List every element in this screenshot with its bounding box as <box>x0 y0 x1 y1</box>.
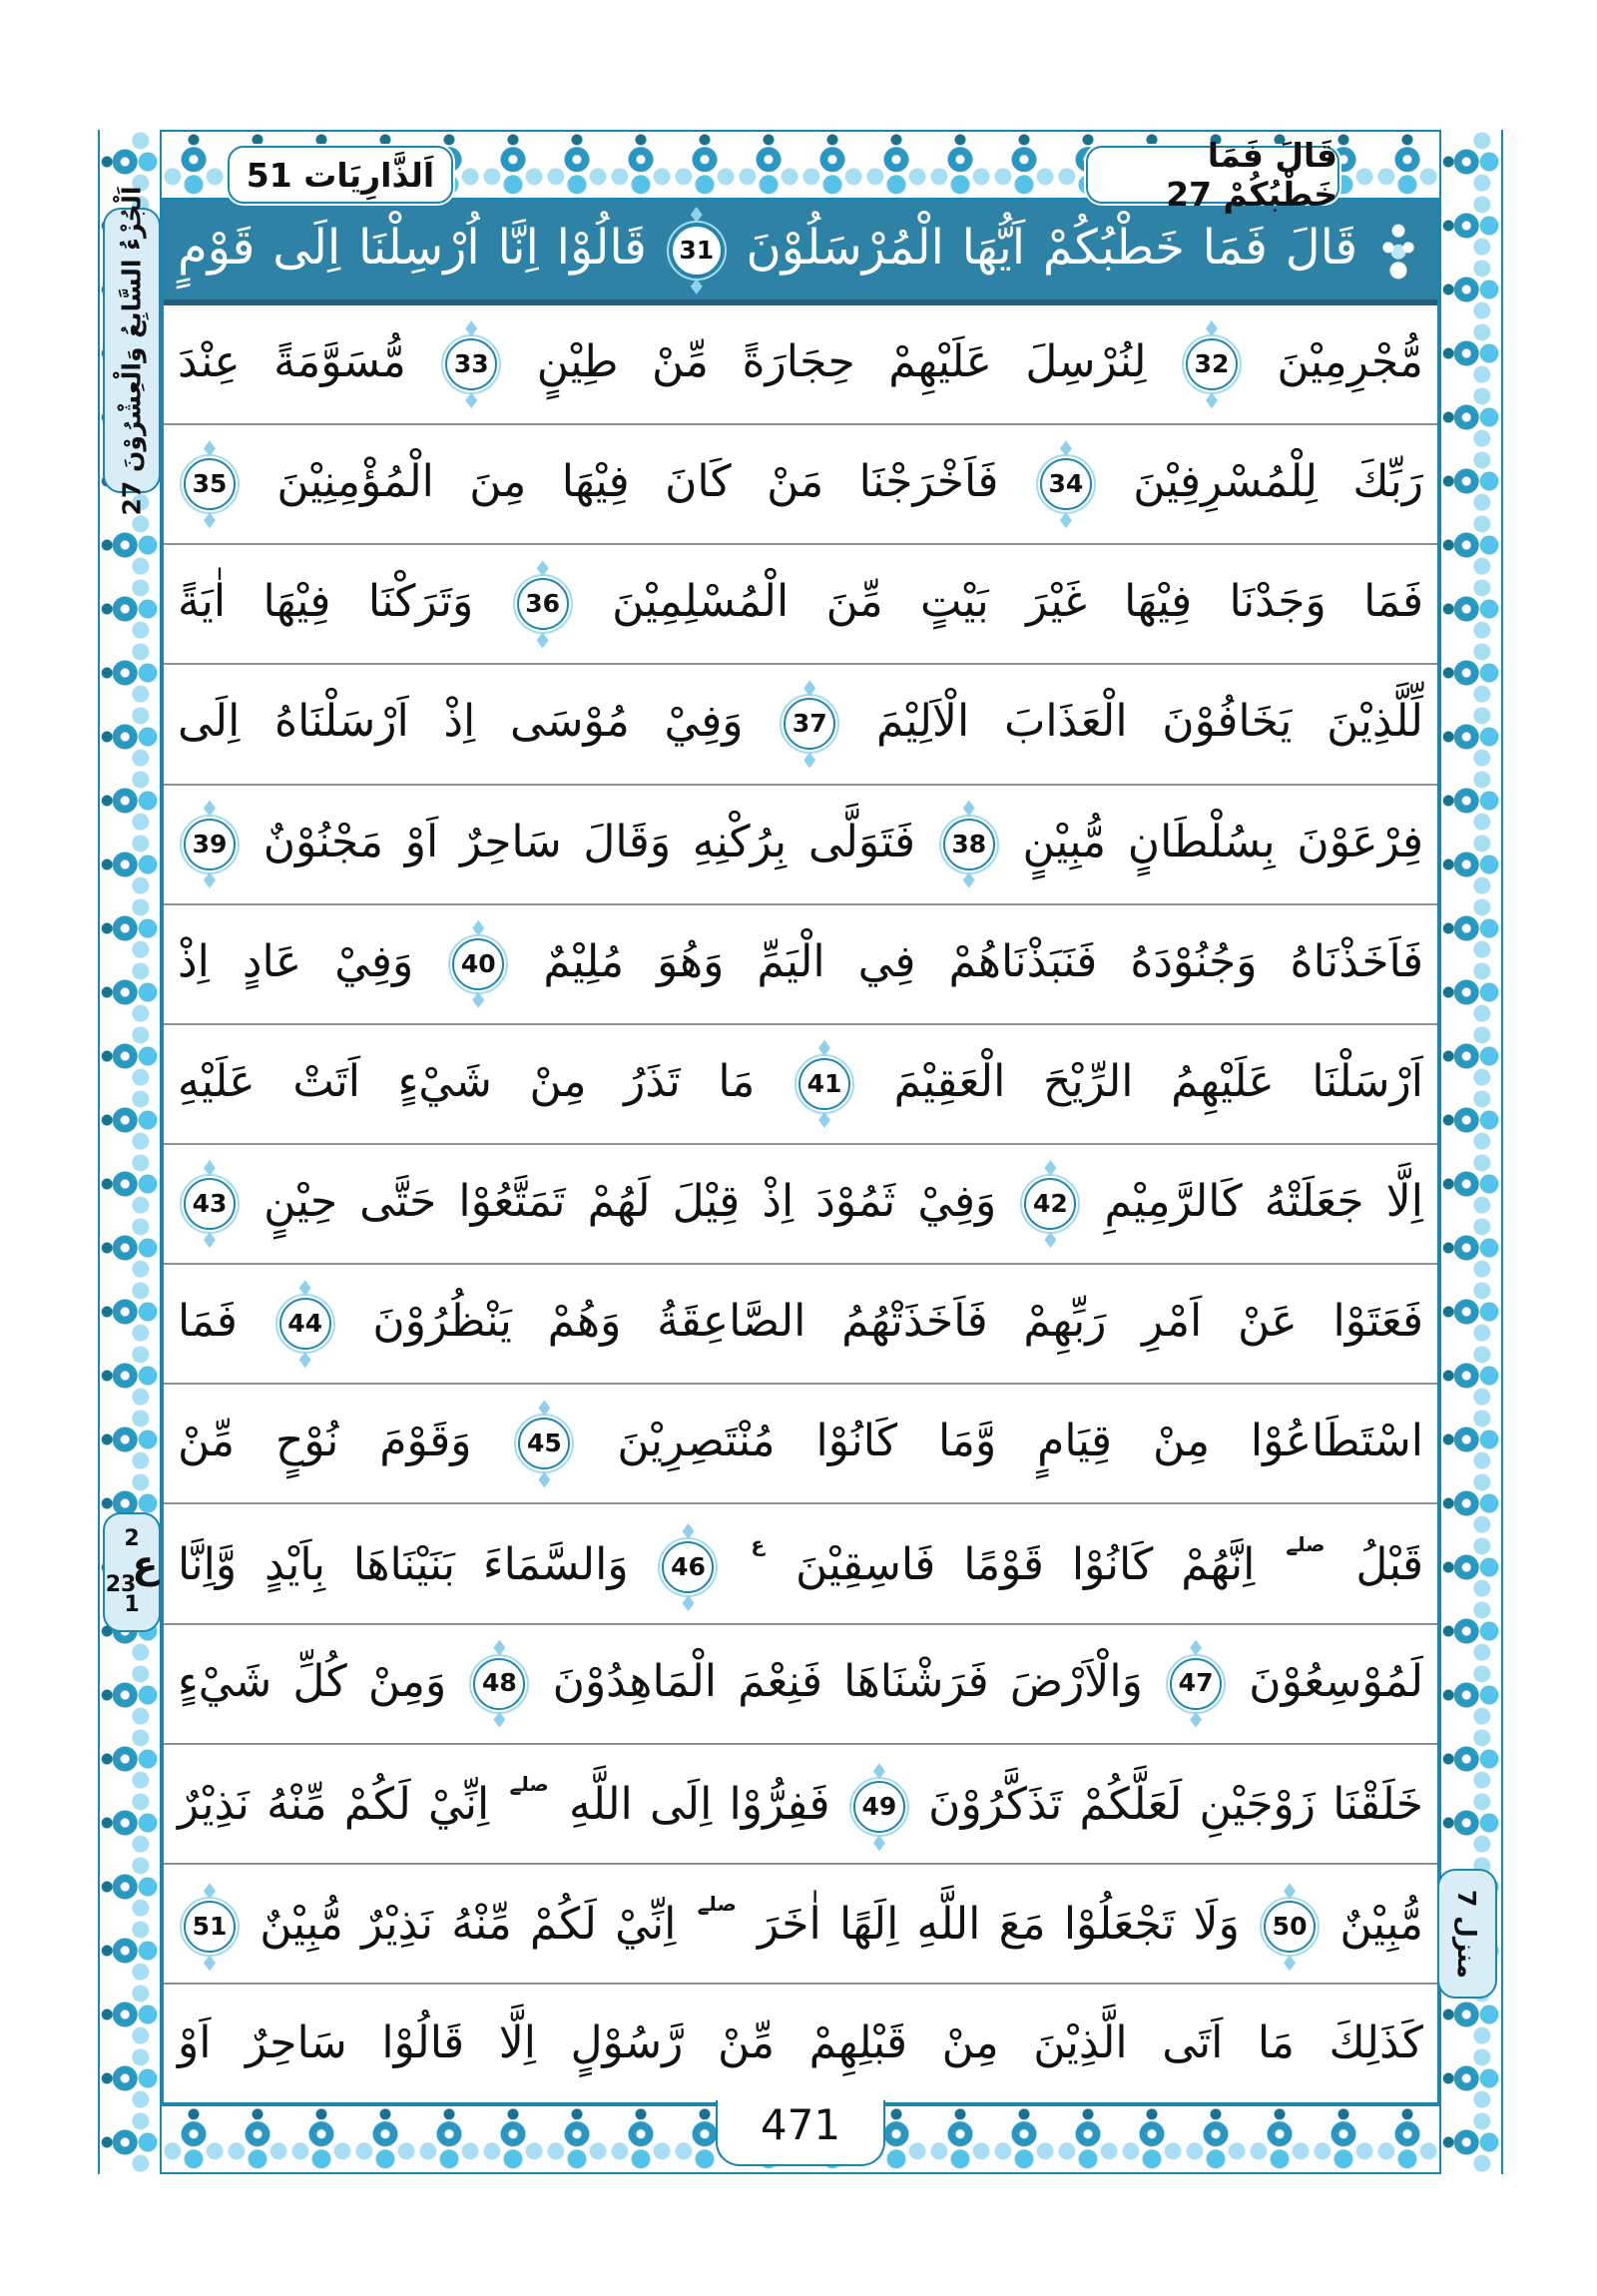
ayah-text: فِرْعَوْنَ بِسُلْطَانٍ مُّبِيْنٍ <box>1022 816 1423 867</box>
quran-line-13 <box>164 1625 1437 1745</box>
verse-number-41: 41 <box>798 1058 850 1110</box>
ayah-text: وَتَرَكْنَا فِيْهَا اٰيَةً <box>178 576 474 628</box>
quran-line-11 <box>164 1385 1437 1504</box>
verse-number-32: 32 <box>1186 338 1238 390</box>
verse-number-44: 44 <box>279 1298 331 1350</box>
ayah-text: لِنُرْسِلَ عَلَيْهِمْ حِجَارَةً مِّنْ طِيْنٍ <box>536 336 1147 388</box>
ayah-text: وَلَا تَجْعَلُوْا مَعَ اللَّهِ اِلَهًا اٰخَرَ <box>758 1899 1240 1951</box>
manzil-margin-cartouche <box>1437 1869 1497 1999</box>
juz-name-tab <box>1086 136 1339 214</box>
line-text <box>178 338 1423 390</box>
line-text <box>178 698 1423 750</box>
line-text <box>178 2016 1423 2068</box>
verse-number-43: 43 <box>184 1178 236 1230</box>
quran-line-3 <box>164 425 1437 545</box>
ayah-text: فَاَخْرَجْنَا مَنْ كَانَ فِيْهَا مِنَ الْمُؤْمِنِيْنَ <box>276 456 999 508</box>
line-text <box>178 1774 1423 1833</box>
ayah-text: فَمَا <box>178 1296 238 1348</box>
verse-number-37: 37 <box>784 698 835 750</box>
ayah-text: وَفِيْ ثَمُوْدَ اِذْ قِيْلَ لَهُمْ تَمَتَّعُوْا حَتَّى حِيْنٍ <box>264 1176 997 1228</box>
ruku-number-mid: 23 <box>105 1572 137 1598</box>
pause-mark: صلے <box>509 1772 549 1797</box>
ruku-marker-cartouche <box>103 1512 161 1632</box>
verse-number-50: 50 <box>1264 1901 1316 1953</box>
quran-line-4 <box>164 545 1437 665</box>
ayah-text: وَالْاَرْضَ فَرَشْنَاهَا فَنِعْمَ الْمَاهِدُوْنَ <box>552 1655 1143 1707</box>
ayah-text: لِّلَّذِيْنَ يَخَافُوْنَ الْعَذَابَ الْاَلِيْمَ <box>875 696 1423 748</box>
page-number-box <box>716 2100 885 2166</box>
verse-number-38: 38 <box>943 819 995 870</box>
line-text <box>178 1655 1423 1710</box>
ayah-text: اِنِّيْ لَكُمْ مِّنْهُ نَذِيْرٌ مُّبِيْنٌ <box>260 1899 677 1951</box>
line-text <box>178 1418 1423 1469</box>
verse-number-33: 33 <box>445 338 497 390</box>
ayah-text: مُّجْرِمِيْنَ <box>1277 336 1423 388</box>
ayah-text: وَالسَّمَاءَ بَنَيْنَاهَا بِاَيْدٍ وَّاِنَّا <box>178 1538 629 1590</box>
ayah-text: وَمِنْ كُلِّ شَيْءٍ <box>178 1655 447 1707</box>
quran-line-5 <box>164 665 1437 785</box>
ayah-text: فَاَخَذْنَاهُ وَجُنُوْدَهُ فَنَبَذْنَاهُمْ فِي الْيَمِّ وَهُوَ مُلِيْمٌ <box>543 935 1423 987</box>
ayah-text: فَتَوَلَّى بِرُكْنِهِ وَقَالَ سَاحِرٌ اَوْ مَجْنُوْنٌ <box>263 816 915 867</box>
line-text <box>178 935 1423 990</box>
quran-line-15 <box>164 1865 1437 1985</box>
ayah-text: مَا تَذَرُ مِنْ شَيْءٍ اَتَتْ عَلَيْهِ <box>178 1055 756 1107</box>
page-number: 471 <box>760 2100 841 2149</box>
surah-name-label: اَلذَّارِيَات 51 <box>246 155 435 195</box>
juz-margin-label: اَلْجُزْءُ السَّابِعُ وَالْعِشْرُوْنَ 27 <box>117 186 147 515</box>
quran-text-area <box>162 200 1439 2104</box>
ayah-text: اسْتَطَاعُوْا مِنْ قِيَامٍ وَّمَا كَانُوْا مُنْتَصِرِيْنَ <box>617 1416 1423 1467</box>
ayah-text: مُّبِيْنٌ <box>1339 1899 1423 1951</box>
ayah-text: قَالُوْا اِنَّا اُرْسِلْنَا اِلَى قَوْمٍ <box>178 220 647 276</box>
ayah-text: فَفِرُّوْا اِلَى اللَّهِ <box>568 1779 830 1831</box>
verse-number-35: 35 <box>184 458 236 510</box>
decorative-frame <box>98 130 1503 2174</box>
surah-name-tab <box>228 146 453 204</box>
ayah-text: اِنِّيْ لَكُمْ مِّنْهُ نَذِيْرٌ <box>178 1779 490 1831</box>
quran-line-10 <box>164 1265 1437 1385</box>
border-right-ornament <box>1439 130 1503 2174</box>
manzil-label: منزل 7 <box>1452 1889 1482 1979</box>
ayah-text: كَذَلِكَ مَا اَتَى الَّذِيْنَ مِنْ قَبْلِهِمْ مِّنْ رَّسُوْلٍ اِلَّا قَالُوْا سَاحِرٌ اَوْ <box>178 2016 1423 2068</box>
verse-number-49: 49 <box>853 1781 905 1833</box>
pause-mark: صلے <box>697 1892 737 1917</box>
line-text <box>178 1531 1423 1593</box>
quran-line-8 <box>164 1025 1437 1145</box>
verse-number-48: 48 <box>473 1658 525 1710</box>
pause-mark: صلے <box>1286 1531 1326 1556</box>
juz-name-label: قَالَ فَمَا خَطْبُكُمْ 27 <box>1166 136 1337 214</box>
line-text <box>178 578 1423 630</box>
ayah-text: رَبِّكَ لِلْمُسْرِفِيْنَ <box>1133 456 1423 508</box>
ruku-number-bottom: 1 <box>124 1591 140 1617</box>
ayah-text: وَقَوْمَ نُوْحٍ مِّنْ <box>178 1416 472 1467</box>
quran-line-2 <box>164 305 1437 425</box>
verse-number-51: 51 <box>184 1901 236 1953</box>
verse-number-39: 39 <box>184 819 236 870</box>
juz-margin-cartouche <box>103 186 161 515</box>
verse-number-40: 40 <box>452 938 504 990</box>
verse-number-47: 47 <box>1170 1658 1222 1710</box>
line-text <box>178 1178 1423 1230</box>
ayah-text: فَمَا وَجَدْنَا فِيْهَا غَيْرَ بَيْتٍ مِّنَ الْمُسْلِمِيْنَ <box>612 576 1423 628</box>
quran-line-14 <box>164 1745 1437 1865</box>
ayah-text: وَفِيْ مُوْسَى اِذْ اَرْسَلْنَاهُ اِلَى <box>178 696 744 748</box>
verse-number-34: 34 <box>1040 458 1092 510</box>
ruku-number-top: 2 <box>124 1526 140 1552</box>
ayah-text: مُّسَوَّمَةً عِنْدَ <box>178 336 406 388</box>
quran-line-16 <box>164 1985 1437 2102</box>
quran-line-9 <box>164 1145 1437 1265</box>
ayah-text: وَفِيْ عَادٍ اِذْ <box>178 935 414 987</box>
line-text <box>178 458 1423 510</box>
verse-number-36: 36 <box>517 578 569 630</box>
ayah-text: فَعَتَوْا عَنْ اَمْرِ رَبِّهِمْ فَاَخَذَتْهُمُ الصَّاعِقَةُ وَهُمْ يَنْظُرُوْنَ <box>372 1296 1423 1348</box>
line-text <box>178 816 1423 870</box>
ayah-text: لَمُوْسِعُوْنَ <box>1249 1655 1423 1707</box>
ayah-text: اِلَّا جَعَلَتْهُ كَالرَّمِيْمِ <box>1104 1176 1423 1228</box>
verse-number-46: 46 <box>662 1541 714 1593</box>
juz-start-ornament-icon <box>1375 220 1421 282</box>
verse-number-31: 31 <box>671 225 723 277</box>
verse-number-45: 45 <box>518 1418 570 1469</box>
ruku-ain-mark: ع$_{23}$ <box>105 1542 159 1598</box>
line-text <box>178 1298 1423 1350</box>
ayah-text: اِنَّهُمْ كَانُوْا قَوْمًا فَاسِقِيْنَ <box>795 1538 1256 1590</box>
quran-line-7 <box>164 905 1437 1025</box>
ayah-text: قَالَ فَمَا خَطْبُكُمْ اَيُّهَا الْمُرْسَلُوْنَ <box>746 220 1358 276</box>
ayah-text: خَلَقْنَا زَوْجَيْنِ لَعَلَّكُمْ تَذَكَّرُوْنَ <box>928 1779 1423 1831</box>
ayah-text: اَرْسَلْنَا عَلَيْهِمُ الرِّيْحَ الْعَقِيْمَ <box>893 1055 1424 1107</box>
line-text <box>178 220 1423 282</box>
ayah-text: قَبْلُ <box>1355 1538 1423 1590</box>
quran-line-1 <box>164 202 1437 305</box>
pause-mark: ع <box>751 1531 766 1556</box>
line-text <box>178 1055 1424 1110</box>
line-text <box>178 1894 1423 1953</box>
verse-number-42: 42 <box>1024 1178 1076 1230</box>
quran-line-12 <box>164 1504 1437 1624</box>
quran-line-6 <box>164 786 1437 905</box>
